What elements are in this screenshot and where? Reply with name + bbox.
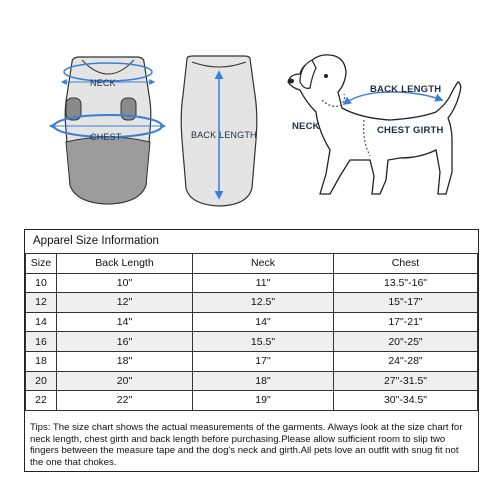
size-tips: Tips: The size chart shows the actual measurements of the garments. Always look at the size chart for neck length, chest girth and back length before purchasing.Please allow sufficient room to slip two fingers between the measure tape and the dog's neck and girth.All pets love an outfit with snug fit not the one that chokes.: [30, 422, 463, 468]
dog-back-length-label: BACK LENGTH: [370, 84, 442, 95]
table-header-row: [26, 254, 478, 274]
table-row: [26, 391, 478, 411]
header-chest: Chest: [334, 254, 478, 274]
size-info-panel: [24, 229, 479, 472]
dog-neck-label: NECK: [292, 121, 320, 132]
table-row: [26, 273, 478, 293]
cell-back-length: 16": [57, 332, 193, 352]
cell-chest: 27"-31.5": [334, 371, 478, 391]
header-neck: Neck: [193, 254, 334, 274]
cell-size: 10: [26, 273, 57, 293]
cell-chest: 20"-25": [334, 332, 478, 352]
header-size: Size: [26, 254, 57, 274]
cell-size: 14: [26, 312, 57, 332]
table-row: [26, 312, 478, 332]
cell-size: 18: [26, 351, 57, 371]
cell-neck: 17": [193, 351, 334, 371]
cell-neck: 18": [193, 371, 334, 391]
cell-neck: 19": [193, 391, 334, 411]
cell-back-length: 18": [57, 351, 193, 371]
cell-back-length: 10": [57, 273, 193, 293]
cell-back-length: 14": [57, 312, 193, 332]
cell-chest: 24"-28": [334, 351, 478, 371]
size-illustration: [0, 0, 500, 228]
cell-neck: 14": [193, 312, 334, 332]
header-back-length: Back Length: [57, 254, 193, 274]
cell-chest: 13.5"-16": [334, 273, 478, 293]
panel-title: Apparel Size Information: [33, 235, 159, 247]
cell-chest: 15"-17": [334, 293, 478, 313]
cell-back-length: 22": [57, 391, 193, 411]
cell-back-length: 20": [57, 371, 193, 391]
cell-size: 20: [26, 371, 57, 391]
cell-size: 16: [26, 332, 57, 352]
front-neck-label: NECK: [90, 78, 116, 88]
cell-chest: 30"-34.5": [334, 391, 478, 411]
dog-chest-girth-label: CHEST GIRTH: [377, 125, 444, 136]
table-row: [26, 351, 478, 371]
cell-size: 22: [26, 391, 57, 411]
table-row: [26, 371, 478, 391]
cell-neck: 11": [193, 273, 334, 293]
table-row: [26, 332, 478, 352]
front-chest-label: CHEST: [90, 132, 122, 142]
table-row: [26, 293, 478, 313]
cell-back-length: 12": [57, 293, 193, 313]
cell-size: 12: [26, 293, 57, 313]
cell-chest: 17"-21": [334, 312, 478, 332]
back-length-label: BACK LENGTH: [191, 130, 257, 140]
cell-neck: 15.5": [193, 332, 334, 352]
cell-neck: 12.5": [193, 293, 334, 313]
size-table: [25, 253, 478, 411]
garment-diagrams: [0, 0, 500, 228]
